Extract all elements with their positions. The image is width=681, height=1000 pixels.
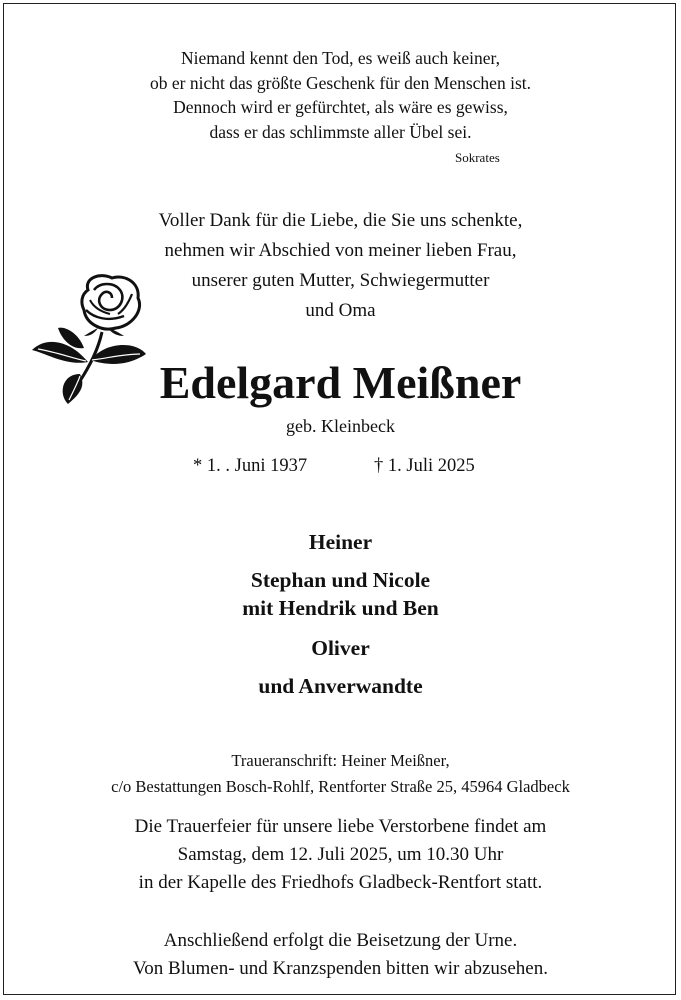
mourner-heiner: Heiner <box>308 530 373 554</box>
quote-line: Dennoch wird er gefürchtet, als wäre es gewiss, <box>173 97 508 117</box>
intro-line: und Oma <box>305 300 376 321</box>
intro-line: Voller Dank für die Liebe, die Sie uns schenkte, <box>158 210 523 231</box>
mourner-line: mit Hendrik und Ben <box>242 596 439 620</box>
quote-line: Niemand kennt den Tod, es weiß auch keiner, <box>181 48 500 68</box>
quote-line: dass er das schlimmste aller Übel sei. <box>209 121 472 142</box>
quote-author: Sokrates <box>455 150 500 165</box>
maiden-name: geb. Kleinbeck <box>286 416 395 436</box>
death-date: † 1. Juli 2025 <box>374 456 475 476</box>
address-line: Traueranschrift: Heiner Meißner, <box>231 751 450 770</box>
closing-note <box>0 927 681 983</box>
mourner-oliver: Oliver <box>311 636 370 660</box>
closing-line: Anschließend erfolgt die Beisetzung der Urne. <box>163 930 518 951</box>
closing-line: Von Blumen- und Kranzspenden bitten wir abzusehen. <box>133 958 548 979</box>
quote-block <box>0 46 681 144</box>
address-line: c/o Bestattungen Bosch-Rohlf, Rentforter Straße 25, 45964 Gladbeck <box>111 777 570 796</box>
mourner-line: Stephan und Nicole <box>250 568 431 592</box>
service-line: Die Trauerfeier für unsere liebe Verstorbene findet am <box>134 816 547 837</box>
service-line: in der Kapelle des Friedhofs Gladbeck-Rentfort statt. <box>138 872 543 893</box>
birth-date: * 1. . Juni 1937 <box>193 456 308 476</box>
mourner-relatives: und Anverwandte <box>258 674 423 698</box>
service-line: Samstag, dem 12. Juli 2025, um 10.30 Uhr <box>177 844 504 865</box>
mourner-stephan-family <box>0 566 681 622</box>
intro-line: nehmen wir Abschied von meiner lieben Frau, <box>164 240 517 261</box>
deceased-name: Edelgard Meißner <box>159 357 522 408</box>
mourning-address <box>0 748 681 800</box>
service-info <box>0 813 681 897</box>
intro-line: unserer guten Mutter, Schwiegermutter <box>191 270 490 291</box>
quote-line: ob er nicht das größte Geschenk für den Menschen ist. <box>149 72 531 93</box>
